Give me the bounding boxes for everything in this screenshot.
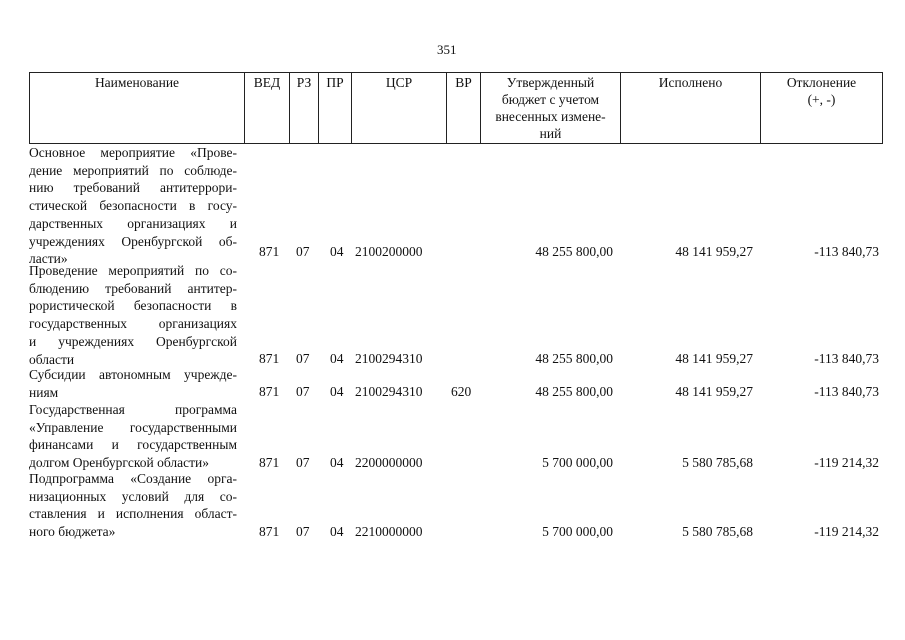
row-ved: 871: [259, 524, 280, 539]
row-name-line: долгом Оренбургской области»: [29, 455, 209, 471]
row-name-line: области: [29, 351, 75, 367]
row-name-line: низационных условий для со-: [29, 488, 237, 504]
row-rz: 07: [296, 351, 310, 366]
header-ved: ВЕД: [253, 75, 281, 90]
header-name: Наименование: [94, 75, 180, 90]
row-approved: 48 255 800,00: [535, 351, 613, 366]
row-name: [29, 366, 237, 401]
row-name-line: «Управление государственными: [29, 419, 237, 435]
row-rz: 07: [296, 384, 310, 399]
row-pr: 04: [330, 351, 344, 366]
row-pr: 04: [330, 384, 344, 399]
row-vr: 620: [451, 384, 472, 399]
row-approved: 5 700 000,00: [542, 455, 613, 470]
row-approved: 5 700 000,00: [542, 524, 613, 539]
row-executed: 48 141 959,27: [675, 351, 753, 366]
col-divider: [882, 72, 883, 144]
row-deviation: -119 214,32: [814, 524, 879, 539]
row-pr: 04: [330, 524, 344, 539]
page-number: 351: [437, 42, 457, 57]
row-rz: 07: [296, 524, 310, 539]
header-top-border: [29, 72, 882, 73]
row-ved: 871: [259, 384, 280, 399]
row-csr: 2200000000: [355, 455, 423, 470]
row-name-line: ного бюджета»: [29, 524, 116, 540]
row-ved: 871: [259, 351, 280, 366]
row-deviation: -113 840,73: [814, 384, 879, 399]
row-executed: 48 141 959,27: [675, 244, 753, 259]
row-deviation: -113 840,73: [814, 351, 879, 366]
row-name: [29, 262, 237, 368]
row-name-line: и учреждениях Оренбургской: [29, 333, 237, 349]
row-csr: 2100200000: [355, 244, 423, 259]
header-approved: Утвержденный бюджет с учетом внесенных измене- ний: [495, 75, 606, 141]
row-name-line: Государственная программа: [29, 402, 237, 417]
header-vr: ВР: [455, 75, 472, 90]
row-name-line: финансами и государственным: [29, 437, 237, 453]
header-csr: ЦСР: [385, 75, 413, 90]
header-executed: Исполнено: [658, 75, 723, 90]
row-name-line: дарственных организациях и: [29, 215, 237, 231]
row-name-line: Подпрограмма «Создание орга-: [29, 471, 237, 486]
header-pr: ПР: [326, 75, 344, 90]
row-name-line: ниям: [29, 384, 59, 400]
row-approved: 48 255 800,00: [535, 244, 613, 259]
row-executed: 48 141 959,27: [675, 384, 753, 399]
row-deviation: -113 840,73: [814, 244, 879, 259]
row-executed: 5 580 785,68: [682, 524, 753, 539]
row-name-line: рористической безопасности в: [29, 298, 237, 314]
row-name-line: Субсидии автономным учрежде-: [29, 367, 237, 382]
row-name-line: дение мероприятий по соблюде-: [29, 162, 237, 178]
row-name-line: стической безопасности в госу-: [29, 198, 237, 214]
row-name: [29, 470, 237, 541]
row-name-line: государственных организациях: [29, 316, 237, 332]
row-deviation: -119 214,32: [814, 455, 879, 470]
row-ved: 871: [259, 244, 280, 259]
row-name-line: ставления и исполнения област-: [29, 506, 237, 522]
row-rz: 07: [296, 455, 310, 470]
row-pr: 04: [330, 244, 344, 259]
row-name-line: блюдению требований антитер-: [29, 280, 237, 296]
row-name-line: нию требований антитеррори-: [29, 180, 237, 196]
row-csr: 2100294310: [355, 351, 423, 366]
header-rz: РЗ: [296, 75, 312, 90]
header-deviation: Отклонение (+, -): [786, 75, 857, 107]
row-approved: 48 255 800,00: [535, 384, 613, 399]
row-csr: 2100294310: [355, 384, 423, 399]
row-name-line: ласти»: [29, 251, 68, 267]
row-name-line: Основное мероприятие «Прове-: [29, 145, 237, 160]
row-name: [29, 401, 237, 472]
row-name: [29, 144, 237, 268]
row-name-line: Проведение мероприятий по со-: [29, 263, 237, 278]
row-executed: 5 580 785,68: [682, 455, 753, 470]
row-pr: 04: [330, 455, 344, 470]
row-ved: 871: [259, 455, 280, 470]
row-csr: 2210000000: [355, 524, 423, 539]
row-name-line: учреждениях Оренбургской об-: [29, 233, 237, 249]
row-rz: 07: [296, 244, 310, 259]
